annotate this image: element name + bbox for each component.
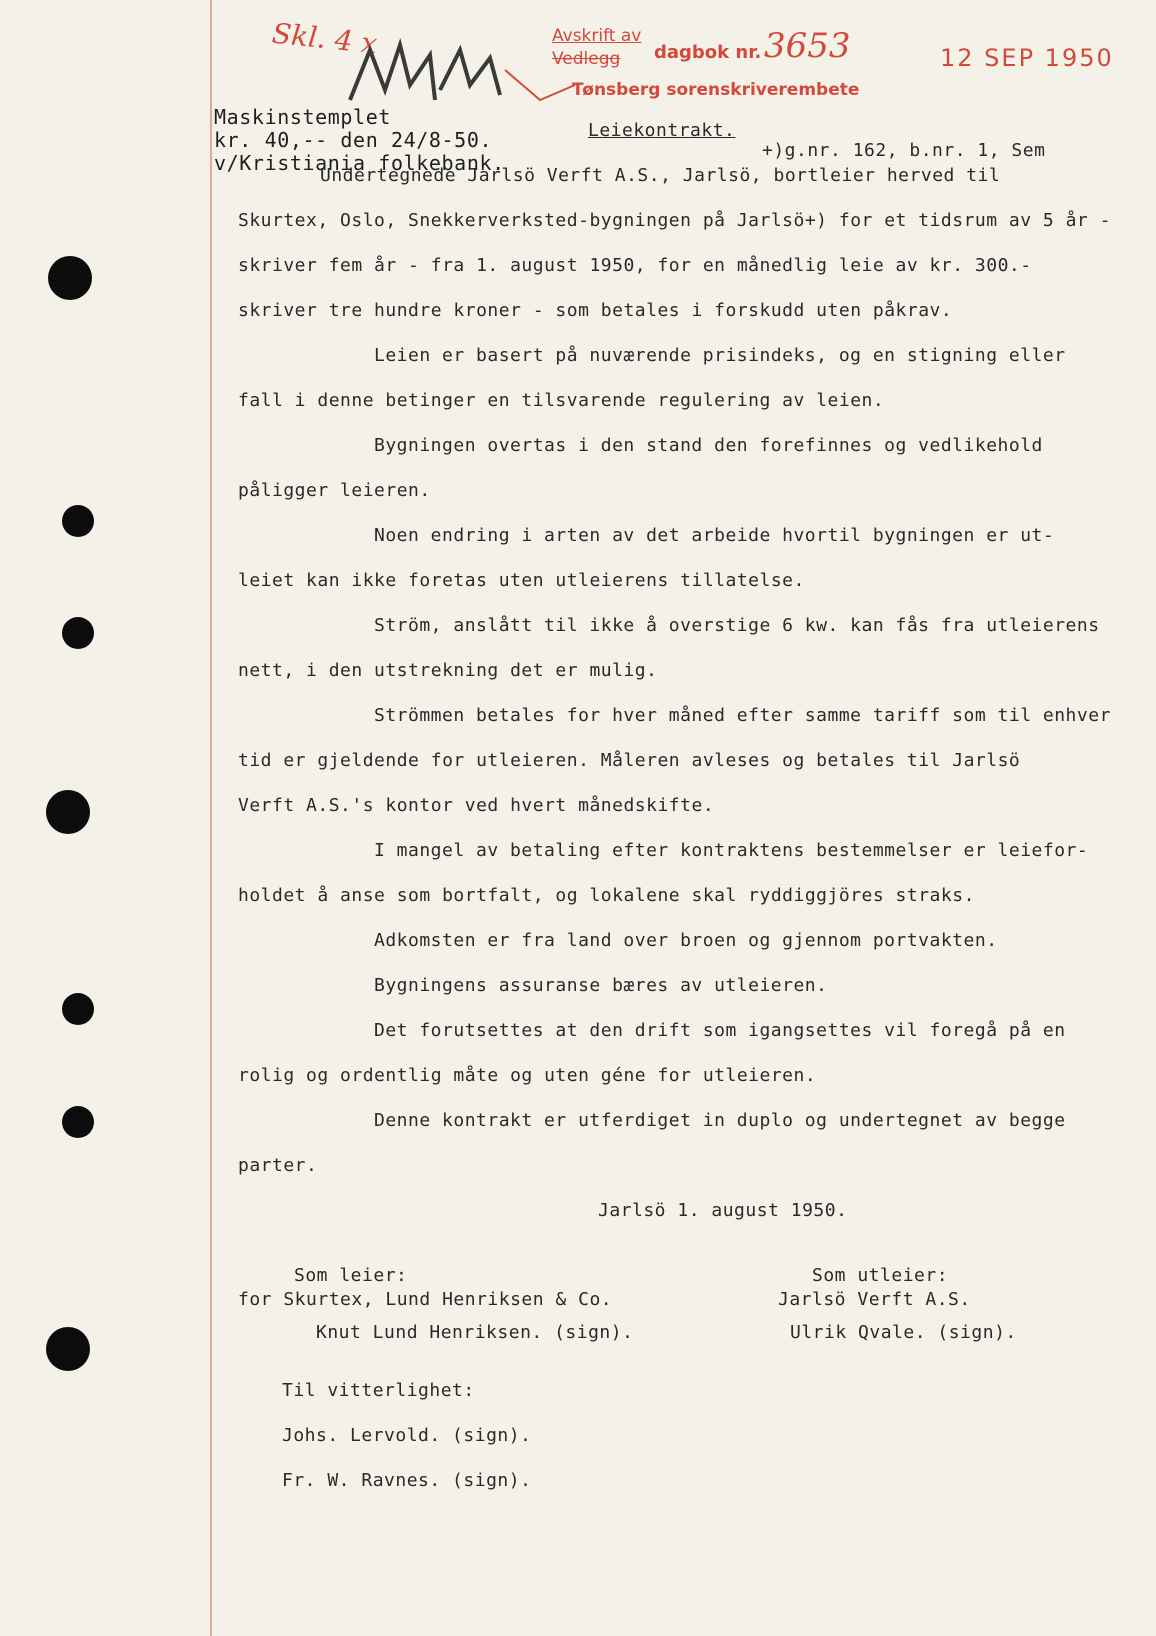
body-line: leiet kan ikke foretas uten utleierens tillatelse.: [238, 570, 805, 591]
stamp-date: 12 SEP 1950: [940, 44, 1114, 72]
margin-note-line1: Maskinstemplet: [214, 105, 391, 129]
place-date: Jarlsö 1. august 1950.: [598, 1200, 848, 1221]
lessee-label: Som leier:: [294, 1265, 408, 1286]
margin-rule: [210, 0, 212, 1636]
body-line: Undertegnede Jarlsö Verft A.S., Jarlsö, bortleier herved til: [320, 165, 1001, 186]
body-line: Adkomsten er fra land over broen og gjennom portvakten.: [374, 930, 998, 951]
witness-name: Fr. W. Ravnes. (sign).: [282, 1470, 532, 1491]
body-line: Skurtex, Oslo, Snekkerverksted-bygningen på Jarlsö+) for et tidsrum av 5 år -: [238, 210, 1111, 231]
body-line: Ström, anslått til ikke å overstige 6 kw. kan fås fra utleierens: [374, 615, 1100, 636]
body-line: fall i denne betinger en tilsvarende regulering av leien.: [238, 390, 885, 411]
body-line: Strömmen betales for hver måned efter samme tariff som til enhver: [374, 705, 1111, 726]
body-line: tid er gjeldende for utleieren. Måleren avleses og betales til Jarlsö: [238, 750, 1021, 771]
stamp-vedlegg: Vedlegg: [552, 49, 621, 69]
margin-note-line2: kr. 40,-- den 24/8-50.: [214, 128, 493, 152]
punch-hole: [62, 993, 94, 1025]
body-line: holdet å anse som bortfalt, og lokalene skal ryddiggjöres straks.: [238, 885, 975, 906]
stamp-dagbok-label: dagbok nr.: [654, 42, 762, 63]
body-line: Det forutsettes at den drift som igangsettes vil foregå på en: [374, 1020, 1066, 1041]
punch-hole: [62, 617, 94, 649]
lessor-label: Som utleier:: [812, 1265, 949, 1286]
punch-hole: [48, 256, 92, 300]
body-line: parter.: [238, 1155, 318, 1176]
witness-name: Johs. Lervold. (sign).: [282, 1425, 532, 1446]
body-line: Noen endring i arten av det arbeide hvortil bygningen er ut-: [374, 525, 1055, 546]
lessor-company: Jarlsö Verft A.S.: [778, 1289, 971, 1310]
punch-hole: [46, 1327, 90, 1371]
body-line: rolig og ordentlig måte og uten géne for utleieren.: [238, 1065, 817, 1086]
punch-hole: [62, 505, 94, 537]
stamp-office: Tønsberg sorenskriverembete: [572, 80, 860, 100]
body-line: påligger leieren.: [238, 480, 431, 501]
margin-note-line3: v/Kristiania folkebank.: [214, 151, 505, 175]
body-line: I mangel av betaling efter kontraktens bestemmelser er leiefor-: [374, 840, 1089, 861]
body-line: Verft A.S.'s kontor ved hvert månedskifte.: [238, 795, 715, 816]
witness-label: Til vitterlighet:: [282, 1380, 475, 1401]
body-line: skriver tre hundre kroner - som betales i forskudd uten påkrav.: [238, 300, 953, 321]
stamp-avskrift: Avskrift av: [552, 26, 642, 46]
body-line: nett, i den utstrekning det er mulig.: [238, 660, 658, 681]
lessor-signer: Ulrik Qvale. (sign).: [790, 1322, 1017, 1343]
lessee-company: for Skurtex, Lund Henriksen & Co.: [238, 1289, 613, 1310]
punch-hole: [46, 790, 90, 834]
handwritten-reference: Skl. 4 x: [270, 16, 379, 61]
body-line: Leien er basert på nuværende prisindeks, og en stigning eller: [374, 345, 1066, 366]
footnote: +)g.nr. 162, b.nr. 1, Sem: [762, 140, 1046, 161]
body-line: Bygningen overtas i den stand den forefinnes og vedlikehold: [374, 435, 1043, 456]
document-title: Leiekontrakt.: [588, 120, 736, 141]
body-line: Denne kontrakt er utferdiget in duplo og undertegnet av begge: [374, 1110, 1066, 1131]
lessee-signer: Knut Lund Henriksen. (sign).: [316, 1322, 634, 1343]
body-line: Bygningens assuranse bæres av utleieren.: [374, 975, 828, 996]
punch-hole: [62, 1106, 94, 1138]
body-line: skriver fem år - fra 1. august 1950, for en månedlig leie av kr. 300.-: [238, 255, 1032, 276]
stamp-dagbok-number: 3653: [764, 26, 851, 66]
